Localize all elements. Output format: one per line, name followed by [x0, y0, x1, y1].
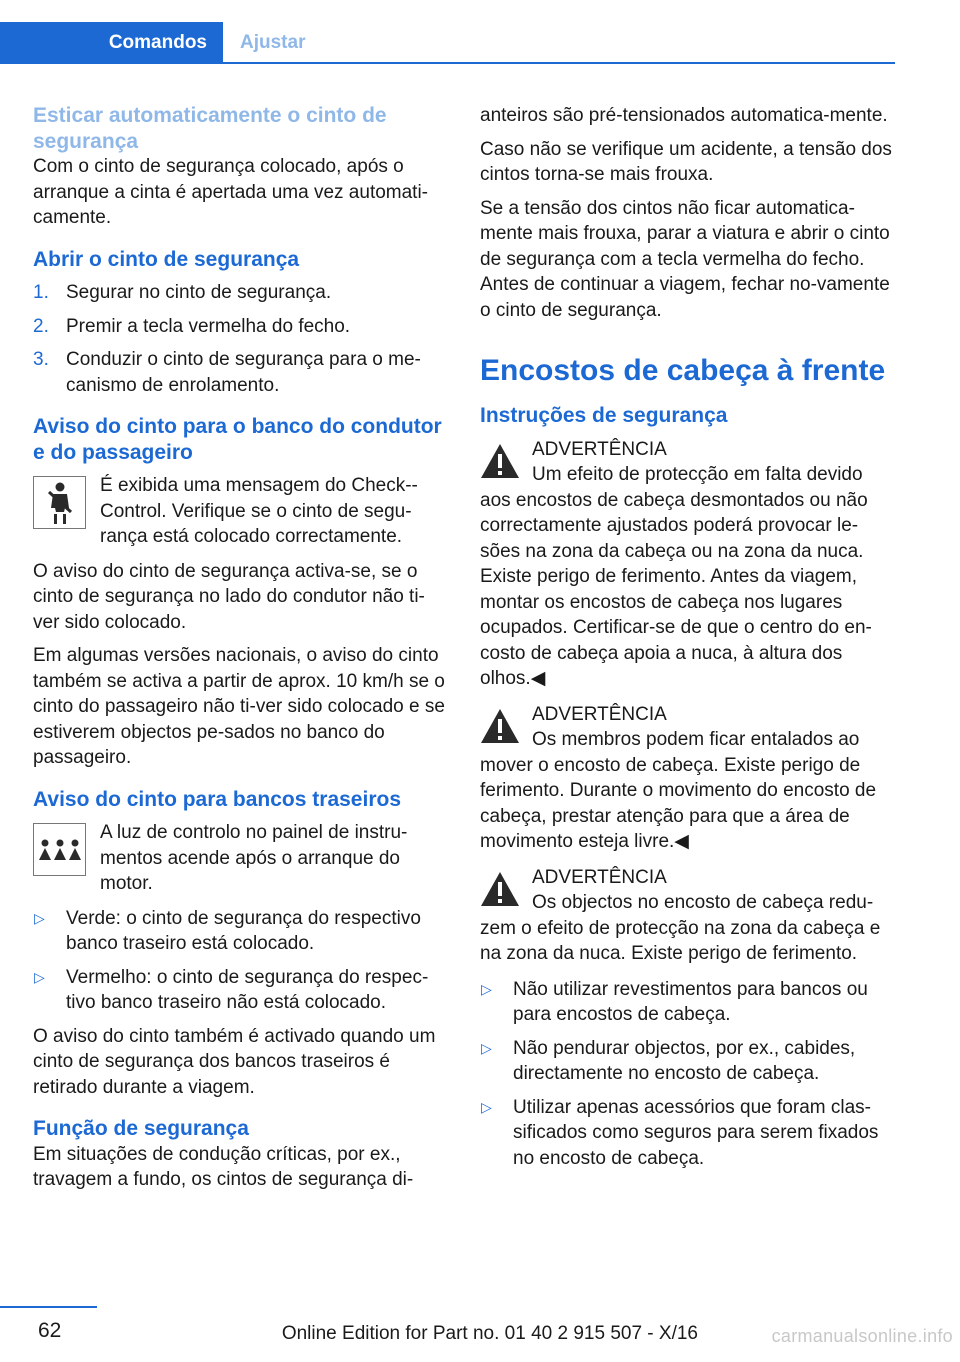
paragraph-caso: Caso não se verifique um acidente, a tensão dos cintos torna-se mais frouxa. — [480, 138, 892, 185]
tab-ajustar[interactable]: Ajustar — [240, 32, 306, 53]
bullet-text: Vermelho: o cinto de segurança do respec-tivo banco traseiro não está colocado. — [66, 966, 429, 1013]
rear-seatbelt-block — [33, 820, 445, 897]
step-number: 1. — [33, 282, 49, 303]
heading-abrir: Abrir o cinto de segurança — [33, 247, 300, 271]
left-column — [33, 103, 445, 1201]
rear-seatbelt-text: A luz de controlo no painel de instru-mentos acende após o arranque do motor. — [100, 822, 408, 894]
paragraph-continued: anteiros são pré-tensionados automatica-mente. — [480, 105, 888, 126]
seatbelt-warning-icon — [33, 476, 86, 529]
edition-text: Online Edition for Part no. 01 40 2 915 507 - X/16 — [281, 1323, 698, 1344]
list-item — [480, 977, 896, 1028]
heading-aviso-condutor: Aviso do cinto para o banco do condutor e do passageiro — [33, 415, 442, 464]
bullet-marker: ▷ — [34, 909, 45, 926]
bullet-marker: ▷ — [481, 1039, 492, 1056]
warning-title: ADVERTÊNCIA — [532, 703, 667, 725]
paragraph-aviso-1: O aviso do cinto de segurança activa-se, se o cinto de segurança no lado do condutor não ti-ver sido colocado. — [33, 560, 425, 633]
right-column — [480, 103, 896, 1179]
list-item — [33, 314, 445, 340]
warning-triangle-icon — [480, 708, 520, 744]
heading-aviso-traseiros: Aviso do cinto para bancos traseiros — [33, 787, 401, 811]
step-text: Conduzir o cinto de segurança para o me-canismo de enrolamento. — [66, 349, 421, 396]
rear-status-list — [33, 906, 445, 1016]
paragraph-funcao: Em situações de condução críticas, por ex., travagem a fundo, os cintos de segurança di- — [33, 1143, 414, 1190]
list-item — [480, 1095, 896, 1172]
bullet-text: Verde: o cinto de segurança do respectivo banco traseiro está colocado. — [66, 907, 421, 954]
tab-comandos[interactable]: Comandos — [0, 22, 223, 62]
list-item — [33, 347, 445, 398]
page-number: 62 — [38, 1319, 62, 1342]
bullet-marker: ▷ — [481, 1098, 492, 1115]
warning-block — [480, 865, 896, 967]
list-item — [33, 965, 445, 1016]
heading-esticar: Esticar automaticamente o cinto de segurança — [33, 104, 387, 153]
paragraph-traseiros: O aviso do cinto também é activado quando um cinto de segurança dos bancos traseiros é retirado durante a viagem. — [33, 1025, 436, 1098]
paragraph-aviso-2: Em algumas versões nacionais, o aviso do cinto também se activa a partir de aprox. 10 km/h se o cinto do passageiro não ti-ver sido colocado e se estiverem objectos pe-sados no banco do passageiro. — [33, 645, 445, 768]
heading-instrucoes: Instruções de segurança — [480, 404, 728, 427]
warning-title: ADVERTÊNCIA — [532, 866, 667, 888]
step-number: 3. — [33, 349, 49, 370]
list-item — [33, 280, 445, 306]
paragraph-esticar: Com o cinto de segurança colocado, após o arranque a cinta é apertada uma vez automati-camente. — [33, 156, 429, 228]
warning-text: Um efeito de protecção em falta devido aos encostos de cabeça desmontados ou não correctamente ajustados poderá provocar le-sões na zona da cabeça ou na zona da nuca. Existe perigo de ferimento. Antes da viagem, montar os encostos de cabeça nos lugares ocupados. Certificar-se de que o centro do en-costo de cabeça apoia a nuca, à altura dos olhos.◀ — [480, 464, 872, 689]
bullet-text: Utilizar apenas acessórios que foram clas-sificados como seguros para serem fixados no encosto de cabeça. — [513, 1096, 879, 1169]
bullet-marker: ▷ — [481, 980, 492, 997]
warning-triangle-icon — [480, 871, 520, 907]
step-text: Premir a tecla vermelha do fecho. — [66, 315, 351, 337]
warning-text: Os objectos no encosto de cabeça redu-zem o efeito de protecção na zona da cabeça e na zona da nuca. Existe perigo de ferimento. — [480, 892, 881, 964]
seatbelt-warning-block — [33, 473, 445, 550]
bullet-text: Não pendurar objectos, por ex., cabides, directamente no encosto de cabeça. — [513, 1037, 856, 1084]
warning-block — [480, 437, 896, 692]
bullet-marker: ▷ — [34, 968, 45, 985]
bullet-text: Não utilizar revestimentos para bancos ou para encostos de cabeça. — [513, 978, 868, 1025]
warning-block — [480, 702, 896, 855]
warning-text: Os membros podem ficar entalados ao mover o encosto de cabeça. Existe perigo de ferimento. Durante o movimento do encosto de cabeça, prestar atenção para que a área de movimento esteja livre.◀ — [480, 729, 877, 852]
heading-funcao: Função de segurança — [33, 1117, 249, 1140]
steps-list — [33, 280, 445, 398]
warning-triangle-icon — [480, 443, 520, 479]
warning-title: ADVERTÊNCIA — [532, 438, 667, 460]
seatbelt-warning-text: É exibida uma mensagem do Check--Control. Verifique se o cinto de segu-rança está colocado correctamente. — [100, 475, 418, 547]
list-item — [33, 906, 445, 957]
header-tabs — [0, 22, 895, 64]
step-text: Segurar no cinto de segurança. — [66, 282, 332, 303]
step-number: 2. — [33, 315, 49, 337]
footer-rule — [0, 1306, 97, 1308]
heading-encostos: Encostos de cabeça à frente — [480, 354, 886, 387]
watermark: carmanualsonline.info — [771, 1326, 953, 1346]
paragraph-se: Se a tensão dos cintos não ficar automatica-mente mais frouxa, parar a viatura e abrir o cinto de segurança com a tecla vermelha do fecho. Antes de continuar a viagem, fechar no-vamente o cinto de segurança. — [480, 197, 890, 321]
list-item — [480, 1036, 896, 1087]
headrest-list — [480, 977, 896, 1172]
rear-seatbelt-icon — [33, 823, 86, 876]
